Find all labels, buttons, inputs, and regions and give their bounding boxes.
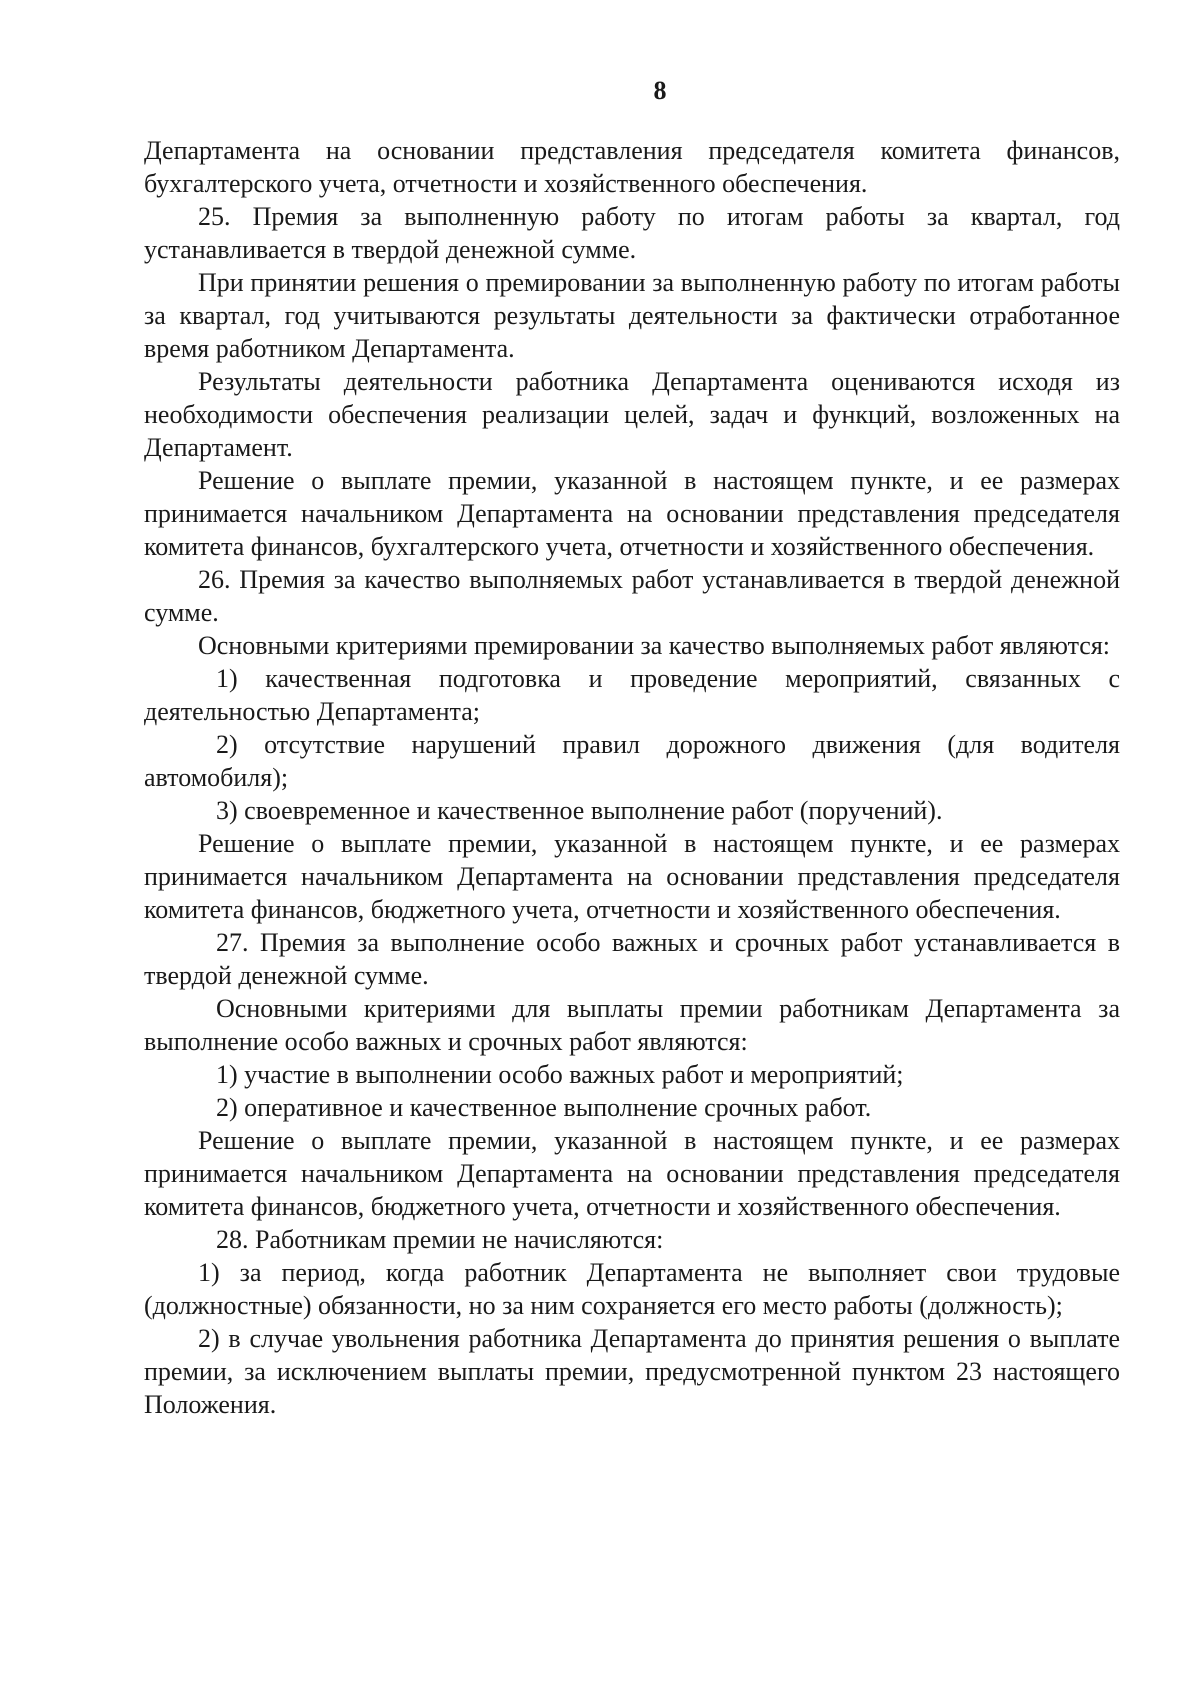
list-item: 2) оперативное и качественное выполнение срочных работ. — [216, 1093, 872, 1122]
paragraph: Решение о выплате премии, указанной в настоящем пункте, и ее размерах принимается начальником Департамента на основании представления председателя комитета финансов, бухгалтерского учета, отчетности и хозяйственного обеспечения. — [144, 466, 1120, 561]
paragraph: Основными критериями для выплаты премии работникам Департамента за выполнение особо важных и срочных работ являются: — [144, 994, 1120, 1056]
paragraph-item-25: 25. Премия за выполненную работу по итогам работы за квартал, год устанавливается в твердой денежной сумме. — [144, 202, 1120, 264]
list-item: 1) участие в выполнении особо важных работ и мероприятий; — [216, 1060, 904, 1089]
list-item: 2) отсутствие нарушений правил дорожного движения (для водителя автомобиля); — [144, 730, 1120, 792]
page-number: 8 — [653, 76, 667, 105]
paragraph-item-28: 28. Работникам премии не начисляются: — [216, 1225, 664, 1254]
paragraph: Решение о выплате премии, указанной в настоящем пункте, и ее размерах принимается начальником Департамента на основании представления председателя комитета финансов, бюджетного учета, отчетности и хозяйственного обеспечения. — [144, 1126, 1120, 1221]
list-item: 1) качественная подготовка и проведение мероприятий, связанных с деятельностью Департамента; — [144, 664, 1120, 726]
paragraph: Решение о выплате премии, указанной в настоящем пункте, и ее размерах принимается начальником Департамента на основании представления председателя комитета финансов, бюджетного учета, отчетности и хозяйственного обеспечения. — [144, 829, 1120, 924]
paragraph-continuation: Департамента на основании представления председателя комитета финансов, бухгалтерского учета, отчетности и хозяйственного обеспечения. — [144, 136, 1120, 198]
paragraph: Основными критериями премировании за качество выполняемых работ являются: — [198, 631, 1111, 660]
list-item: 3) своевременное и качественное выполнение работ (поручений). — [216, 796, 943, 825]
paragraph: Результаты деятельности работника Департамента оцениваются исходя из необходимости обеспечения реализации целей, задач и функций, возложенных на Департамент. — [144, 367, 1120, 462]
list-item: 1) за период, когда работник Департамента не выполняет свои трудовые (должностные) обязанности, но за ним сохраняется его место работы (должность); — [144, 1258, 1120, 1320]
paragraph-item-26: 26. Премия за качество выполняемых работ устанавливается в твердой денежной сумме. — [144, 565, 1120, 627]
document-page — [144, 0, 1120, 1421]
paragraph-item-27: 27. Премия за выполнение особо важных и срочных работ устанавливается в твердой денежной сумме. — [144, 928, 1120, 990]
list-item: 2) в случае увольнения работника Департамента до принятия решения о выплате премии, за исключением выплаты премии, предусмотренной пунктом 23 настоящего Положения. — [144, 1324, 1120, 1419]
paragraph: При принятии решения о премировании за выполненную работу по итогам работы за квартал, год учитываются результаты деятельности за фактически отработанное время работником Департамента. — [144, 268, 1120, 363]
